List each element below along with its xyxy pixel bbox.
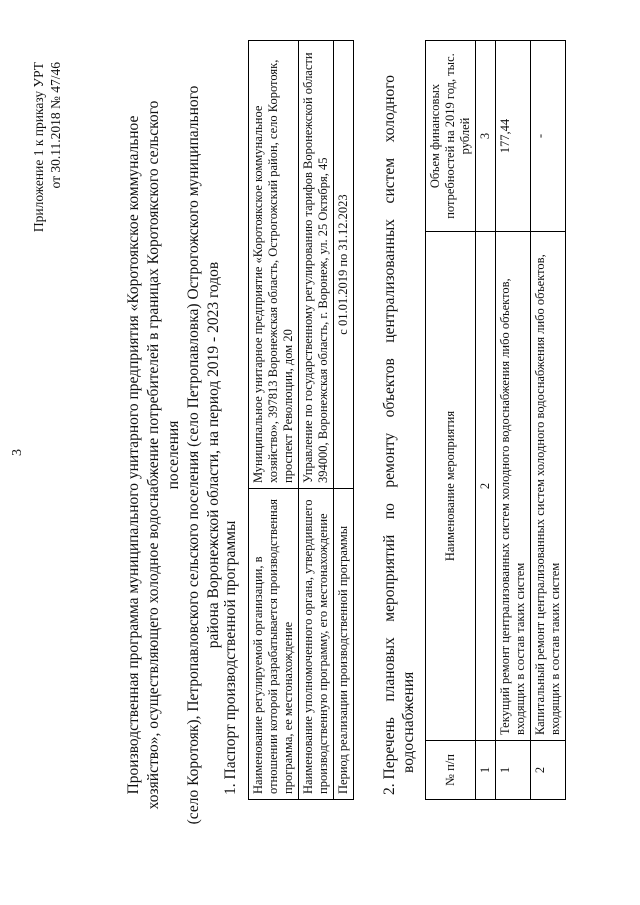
- passport-label: Наименование регулируемой организации, в отношении которой разрабатывается производственная программа, ее местонахождение: [249, 489, 299, 800]
- title-line-3: (село Коротояк), Петропавловского сельского поселения (село Петропавловка) Острогожского муниципального: [185, 85, 202, 825]
- heading-line-2: водоснабжения: [400, 671, 417, 773]
- table-row: [299, 41, 334, 800]
- column-header-volume: Объем финансовых потребностей на 2019 год, тыс. рублей: [426, 41, 476, 232]
- measure-name: Капитальный ремонт централизованных систем холодного водоснабжения либо объектов, входящих в состав таких систем: [531, 232, 566, 741]
- title-line-2: хозяйство», осуществляющего холодное водоснабжение потребителей в границах Коротоякского сельского поселения: [145, 100, 182, 810]
- title-line-4: района Воронежской области, на период 2019 - 2023 годов: [205, 261, 222, 649]
- section-2-heading: [380, 75, 418, 795]
- passport-label: Наименование уполномоченного органа, утвердившего производственную программу, его местонахождение: [299, 489, 334, 800]
- heading-word: 2. Перечень: [381, 717, 398, 795]
- measures-table: [425, 40, 566, 800]
- table-row: [334, 41, 354, 800]
- column-index: 3: [476, 41, 496, 232]
- measure-volume: 177,44: [496, 41, 531, 232]
- passport-table: [248, 40, 354, 800]
- column-header-number: № п/п: [426, 741, 476, 800]
- heading-word: холодного: [381, 75, 398, 143]
- appendix-line-1: Приложение 1 к приказу УРТ: [31, 62, 46, 233]
- appendix-reference: [30, 62, 64, 232]
- page-number: 3: [10, 449, 25, 456]
- table-index-row: [476, 41, 496, 800]
- document-title: [124, 75, 224, 835]
- heading-word: ремонту: [381, 432, 398, 488]
- heading-word: плановых: [381, 637, 398, 702]
- heading-word: систем: [381, 157, 398, 204]
- column-index: 2: [476, 232, 496, 741]
- row-number: 2: [531, 741, 566, 800]
- passport-value: Муниципальное унитарное предприятие «Коротоякское коммунальное хозяйство», 397813 Воронежская область, Острогожский район, село Коротояк, проспект Революции, дом 20: [249, 41, 299, 489]
- passport-label: Период реализации производственной программы: [334, 489, 354, 800]
- column-header-name: Наименование мероприятия: [426, 232, 476, 741]
- row-number: 1: [496, 741, 531, 800]
- measure-volume: -: [531, 41, 566, 232]
- measure-name: Текущий ремонт централизованных систем холодного водоснабжения либо объектов, входящих в состав таких систем: [496, 232, 531, 741]
- passport-value: Управление по государственному регулированию тарифов Воронежской области 394000, Воронежская область, г. Воронеж, ул. 25 Октября, 45: [299, 41, 334, 489]
- column-index: 1: [476, 741, 496, 800]
- appendix-line-2: от 30.11.2018 № 47/46: [48, 62, 63, 189]
- heading-word: объектов: [381, 358, 398, 418]
- heading-word: по: [381, 503, 398, 520]
- heading-word: мероприятий: [381, 534, 398, 622]
- table-row: [531, 41, 566, 800]
- table-row: [496, 41, 531, 800]
- table-row: [249, 41, 299, 800]
- section-1-heading: 1. Паспорт производственной программы: [222, 520, 239, 795]
- heading-word: централизованных: [381, 218, 398, 343]
- passport-value: с 01.01.2019 по 31.12.2023: [334, 41, 354, 489]
- title-line-1: Производственная программа муниципального унитарного предприятия «Коротоякское коммунальное: [125, 115, 142, 795]
- table-header-row: [426, 41, 476, 800]
